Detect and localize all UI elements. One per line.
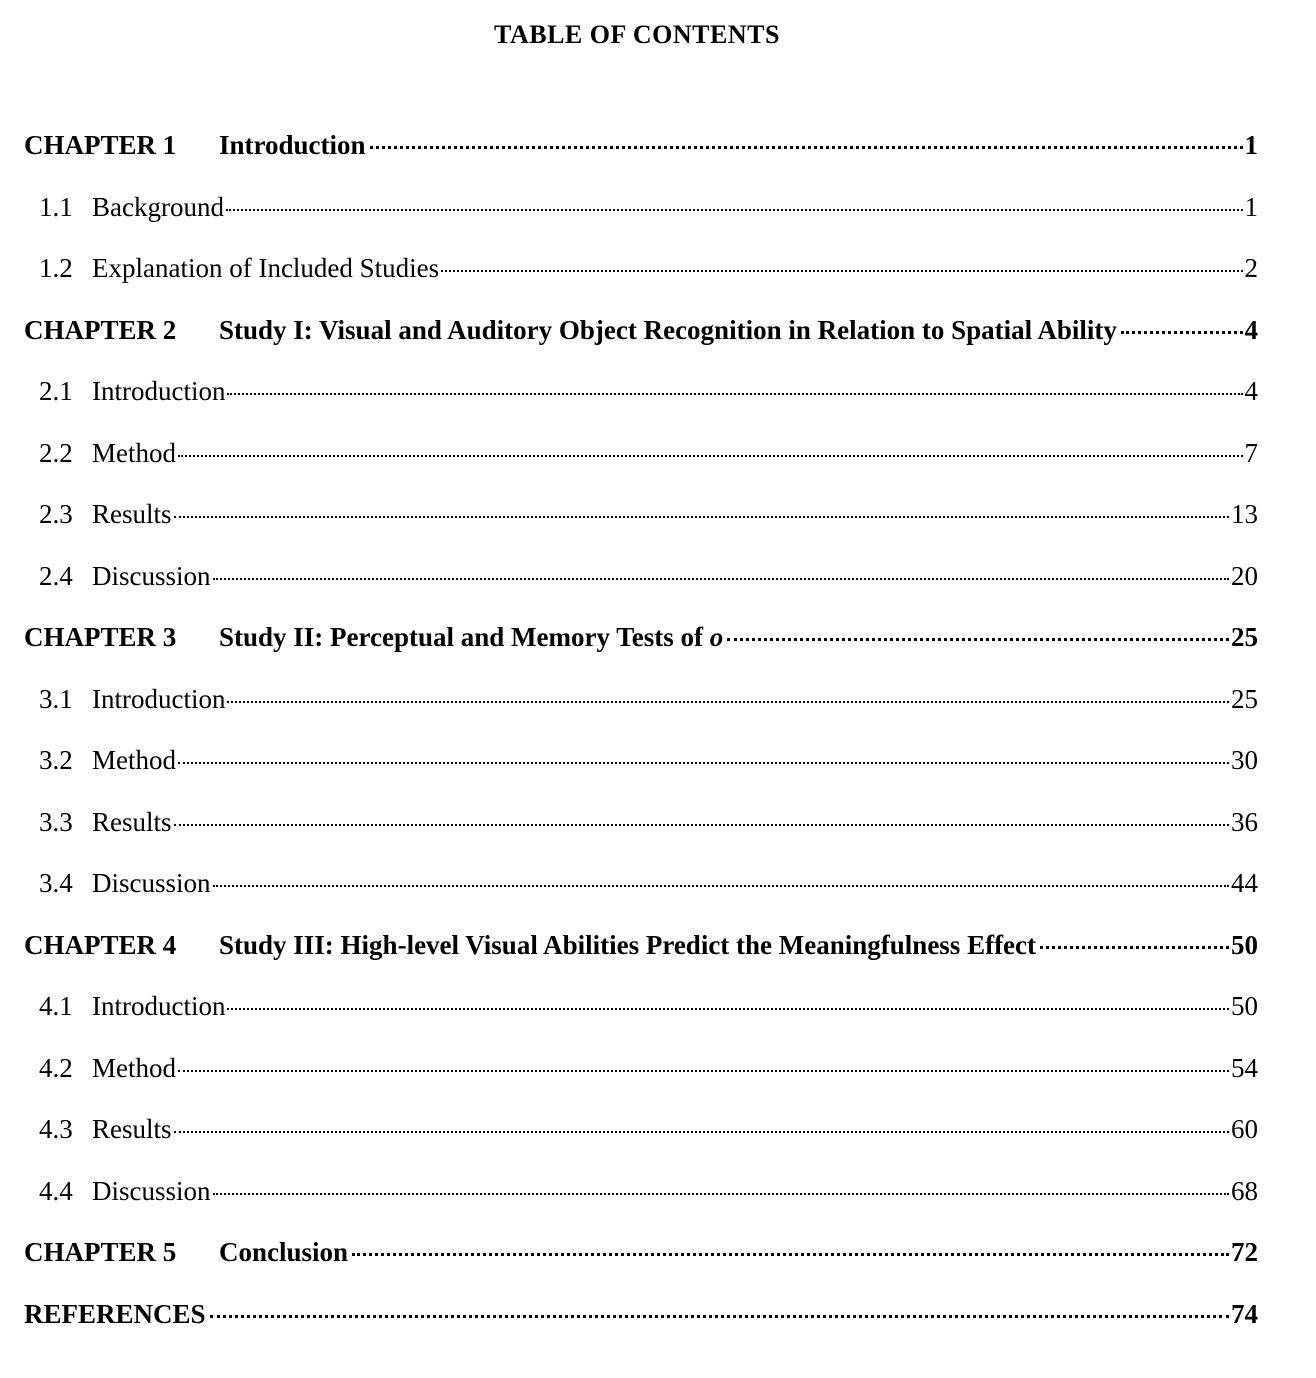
dot-leader [213,1193,1229,1195]
toc-section-1-1[interactable] [24,192,1258,254]
dot-leader [370,146,1243,149]
dot-leader [727,638,1229,641]
section-number: 2.1 [39,376,73,406]
section-title: Introduction [92,376,226,406]
dot-leader [213,578,1229,580]
section-number: 1.1 [39,191,73,222]
page-number: 1 [1244,191,1258,222]
section-number: 3.4 [39,868,73,898]
dot-leader [178,1070,1229,1072]
toc-section-2-3[interactable] [24,499,1258,561]
toc-section-3-3[interactable] [24,807,1258,869]
dot-leader [227,701,1229,703]
toc-section-3-2[interactable] [24,745,1258,807]
dot-leader [227,393,1242,395]
page-number: 60 [1231,1114,1258,1144]
dot-leader [210,1315,1229,1318]
page-number: 50 [1231,929,1258,960]
section-number: 4.1 [39,991,73,1021]
dot-leader [174,516,1229,518]
toc-section-3-4[interactable] [24,868,1258,930]
section-number: 4.4 [39,1175,73,1206]
dot-leader [174,824,1229,826]
dot-leader [1121,331,1243,334]
page-number: 7 [1244,437,1258,468]
page-number: 44 [1231,868,1258,898]
page-number: 25 [1231,622,1258,652]
dot-leader [178,762,1229,764]
page-number: 25 [1231,683,1258,714]
toc-section-4-3[interactable] [24,1114,1258,1176]
toc-section-4-1[interactable] [24,991,1258,1053]
section-title: Introduction [92,683,226,714]
toc-chapter-2[interactable] [24,315,1258,377]
section-title: Method [92,1052,176,1083]
section-title: Introduction [92,991,226,1021]
chapter-number: CHAPTER 2 [24,314,177,345]
dot-leader [352,1253,1229,1256]
toc-chapter-5[interactable] [24,1237,1258,1299]
chapter-title: Study III: High-level Visual Abilities Predict the Meaningfulness Effect [219,929,1037,960]
chapter-title [219,622,723,653]
toc-section-2-2[interactable] [24,438,1258,500]
page-number: 4 [1244,376,1258,406]
section-number: 2.2 [39,437,73,468]
toc-section-4-4[interactable] [24,1176,1258,1238]
page-number: 4 [1244,314,1258,345]
section-number: 1.2 [39,253,73,283]
section-title: Results [92,806,172,837]
dot-leader [178,455,1243,457]
section-title: Discussion [92,1175,211,1206]
chapter-title-italic: o [709,622,724,652]
page-number: 50 [1231,991,1258,1021]
section-number: 4.3 [39,1114,73,1144]
section-title: Results [92,1114,172,1144]
section-number: 2.4 [39,560,73,591]
section-title: Background [92,191,224,222]
chapter-title: Introduction [219,130,366,160]
section-title: Results [92,499,172,529]
section-number: 3.3 [39,806,73,837]
section-number: 2.3 [39,499,73,529]
page-number: 68 [1231,1175,1258,1206]
section-number: 3.1 [39,683,73,714]
toc-section-3-1[interactable] [24,684,1258,746]
page-title: TABLE OF CONTENTS [494,20,780,49]
toc-section-4-2[interactable] [24,1053,1258,1115]
toc-chapter-4[interactable] [24,930,1258,992]
section-title: Discussion [92,560,211,591]
toc-chapter-3[interactable] [24,622,1258,684]
page-number: 2 [1244,253,1258,283]
page-number: 36 [1231,806,1258,837]
page-number: 72 [1231,1237,1258,1267]
page-number: 13 [1231,499,1258,529]
toc-section-2-4[interactable] [24,561,1258,623]
dot-leader [226,209,1243,211]
section-title: Method [92,745,176,775]
page-number: 54 [1231,1052,1258,1083]
dot-leader [174,1131,1229,1133]
toc-references[interactable] [24,1299,1258,1361]
page-number: 30 [1231,745,1258,775]
dot-leader [213,885,1229,887]
chapter-title: Study I: Visual and Auditory Object Recognition in Relation to Spatial Ability [219,314,1117,345]
toc-list [24,130,1258,1360]
toc-section-2-1[interactable] [24,376,1258,438]
references-title: REFERENCES [24,1298,206,1329]
section-title: Explanation of Included Studies [92,253,440,283]
section-number: 3.2 [39,745,73,775]
page-number: 20 [1231,560,1258,591]
dot-leader [227,1008,1229,1010]
chapter-number: CHAPTER 3 [24,622,177,652]
page-number: 1 [1244,130,1258,160]
section-title: Method [92,437,176,468]
chapter-number: CHAPTER 5 [24,1237,177,1267]
page-number: 74 [1231,1298,1258,1329]
chapter-number: CHAPTER 1 [24,130,177,160]
dot-leader [441,270,1242,272]
chapter-number: CHAPTER 4 [24,929,177,960]
chapter-title-text: Study II: Perceptual and Memory Tests of [219,622,704,652]
dot-leader [1040,946,1229,949]
section-title: Discussion [92,868,211,898]
section-number: 4.2 [39,1052,73,1083]
toc-section-1-2[interactable] [24,253,1258,315]
toc-chapter-1[interactable] [24,130,1258,192]
chapter-title: Conclusion [219,1237,349,1267]
